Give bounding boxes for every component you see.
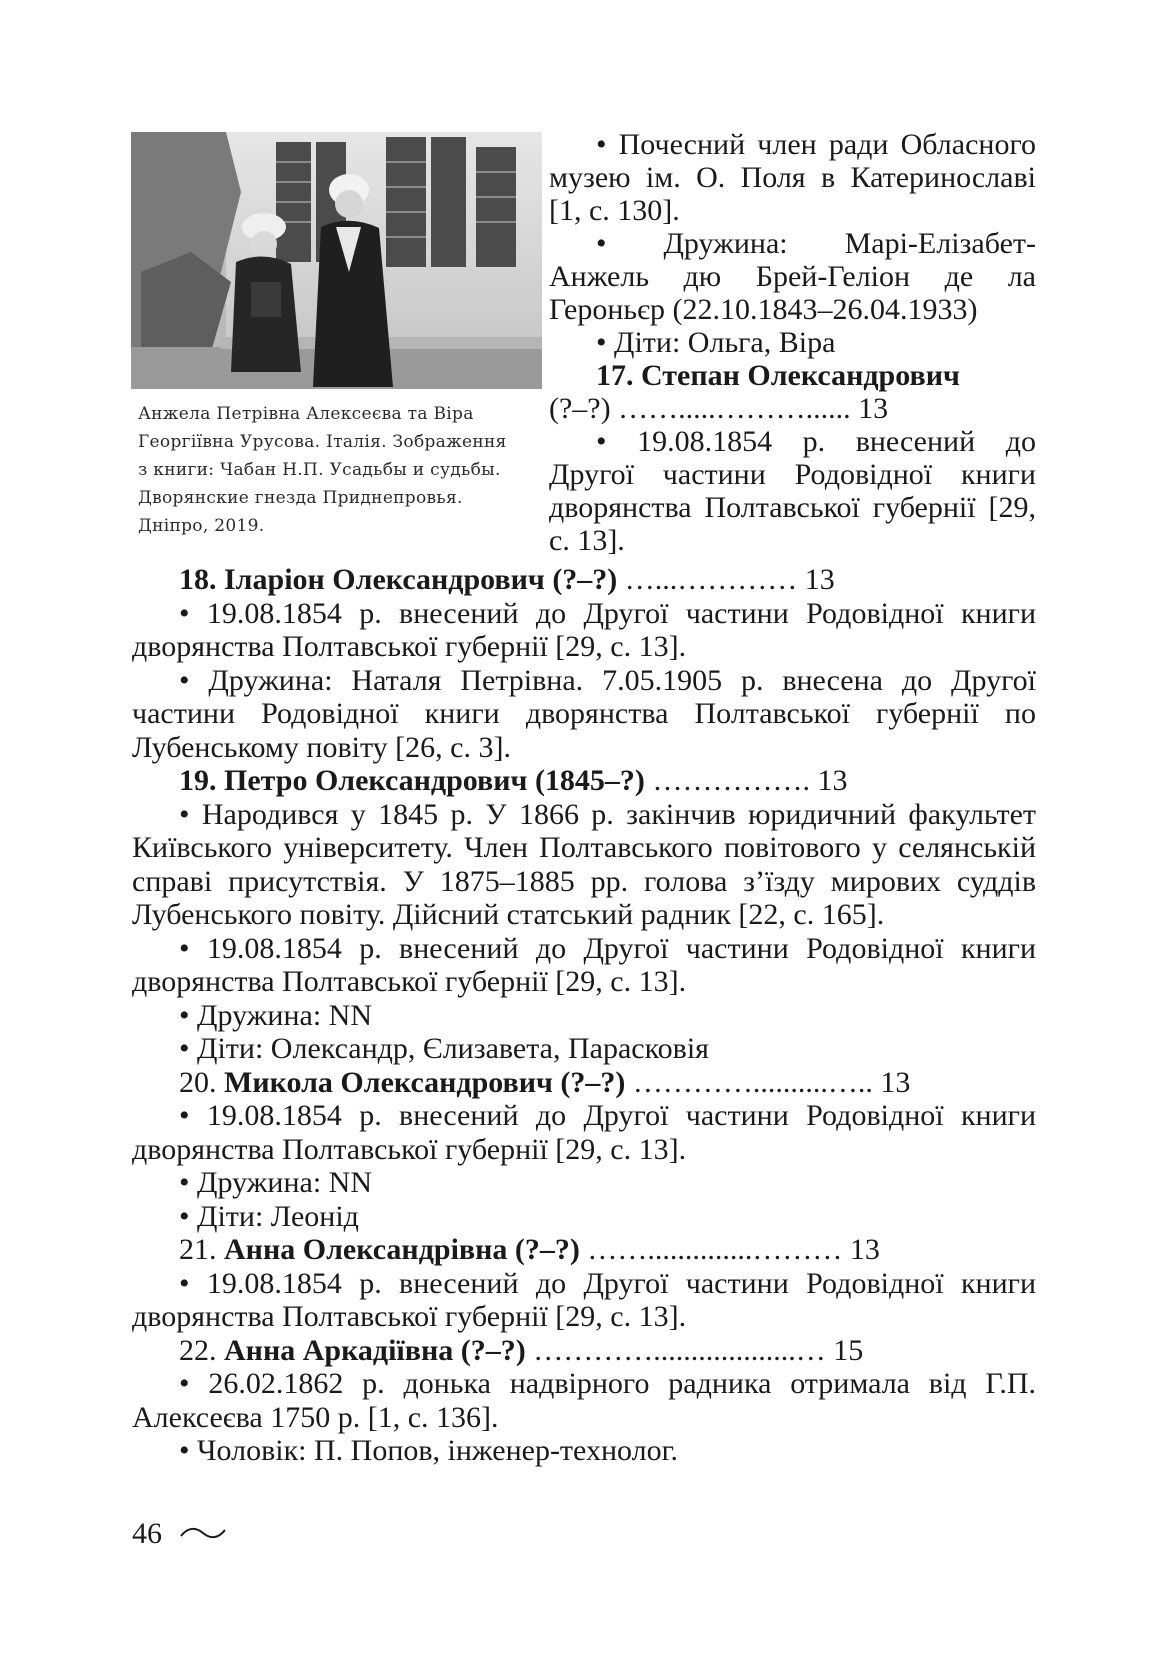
entry-18-leader: …...………… 13 [617,563,835,596]
entry-18-heading [132,563,1036,597]
caption-line: Дніпро, 2019. [138,516,265,536]
entry-20-bullet: • 19.08.1854 р. внесений до Другої частини Родовідної книги дворянства Полтавської губернії [29, с. 13]. [132,1099,1036,1166]
entry-22-name: Анна Аркадіївна (?–?) [224,1333,526,1367]
entry-22-heading [132,1334,1036,1368]
right-column-text [549,128,1036,557]
entry-21-bullet: • 19.08.1854 р. внесений до Другої частини Родовідної книги дворянства Полтавської губернії [29, с. 13]. [132,1266,1036,1333]
page-number: 46 [132,1517,162,1550]
tilde-ornament-icon [180,1525,226,1541]
entry-19-bullet: • 19.08.1854 р. внесений до Другої частини Родовідної книги дворянства Полтавської губернії [29, с. 13]. [132,931,1036,998]
entry-17-bullet: • 19.08.1854 р. внесений до Другої частини Родовідної книги дворянства Полтавської губернії [29, с. 13]. [549,425,1036,557]
wife-paragraph: • Дружина: Марі-Елізабет-Анжель дю Брей-Геліон де ла Героньєр (22.10.1843–26.04.1933) [549,227,1036,326]
photo-caption [138,400,518,540]
entry-18-bullet: • 19.08.1854 р. внесений до Другої частини Родовідної книги дворянства Полтавської губернії [29, с. 13]. [132,596,1036,663]
main-text [132,563,1036,1468]
entry-21-leader: ……..............……… 13 [579,1233,880,1266]
photo-image [131,132,542,389]
caption-line: Анжела Петрівна Алексеєва та Віра [138,404,474,424]
entry-19-name: 19. Петро Олександрович (1845–?) [179,764,645,797]
entry-17-heading [549,359,1036,392]
children-paragraph: • Діти: Ольга, Віра [596,326,836,359]
caption-line: Дворянские гнезда Приднепровья. [138,488,463,508]
entry-19-bullet: • Дружина: NN [179,998,372,1032]
entry-22-bullet: • 26.02.1862 р. донька надвірного радника отримала від Г.П. Алексеєва 1750 р. [1, с. 136]. [132,1367,1036,1434]
entry-20-number: 20. [179,1065,224,1099]
entry-19-bullet: • Діти: Олександр, Єлизавета, Парасковія [179,1032,709,1065]
entry-20-bullet: • Дружина: NN [179,1166,372,1199]
entry-18-name: 18. Іларіон Олександрович (?–?) [179,563,618,596]
entry-20-leader: …………..........….. 13 [625,1065,911,1099]
entry-19-bullet: • Народився у 1845 р. У 1866 р. закінчив юридичний факультет Київського університету. Член Полтавського повітового у селянській справі присутствія. У 1875–1885 рр. голова з’їзду мирових суддів Лубенського повіту. Дійсний статський радник [22, с. 165]. [132,797,1036,931]
entry-22-bullet: • Чоловік: П. Попов, інженер-технолог. [179,1434,679,1467]
entry-20-bullet: • Діти: Леонід [179,1199,359,1233]
caption-line: Георгіївна Урусова. Італія. Зображення [138,432,507,452]
entry-21-name: Анна Олександрівна (?–?) [224,1233,580,1266]
entry-20-name: Микола Олександрович (?–?) [224,1065,626,1099]
page-footer [132,1514,162,1554]
entry-19-leader: ……………. 13 [644,764,848,797]
entry-22-leader: …………...................… 15 [525,1333,864,1367]
entry-19-heading [132,764,1036,798]
entry-21-number: 21. [179,1233,224,1266]
entry-21-heading [132,1233,1036,1267]
entry-22-number: 22. [179,1333,224,1367]
entry-20-heading [132,1066,1036,1100]
entry-18-bullet: • Дружина: Наталя Петрівна. 7.05.1905 р. внесена до Другої частини Родовідної книги дворянства Полтавської губернії по Лубенському повіту [26, с. 3]. [132,663,1036,764]
entry-17-heading-tail [549,392,1036,425]
entry-17-name: 17. Степан Олександрович [596,359,960,392]
entry-17-dates: (?–?) …….....………...... 13 [549,392,889,425]
caption-line: з книги: Чабан Н.П. Усадьбы и судьбы. [138,460,501,480]
honor-paragraph: • Почесний член ради Обласного музею ім. О. Поля в Катеринославі [1, с. 130]. [549,128,1036,227]
historical-photo [131,132,542,389]
